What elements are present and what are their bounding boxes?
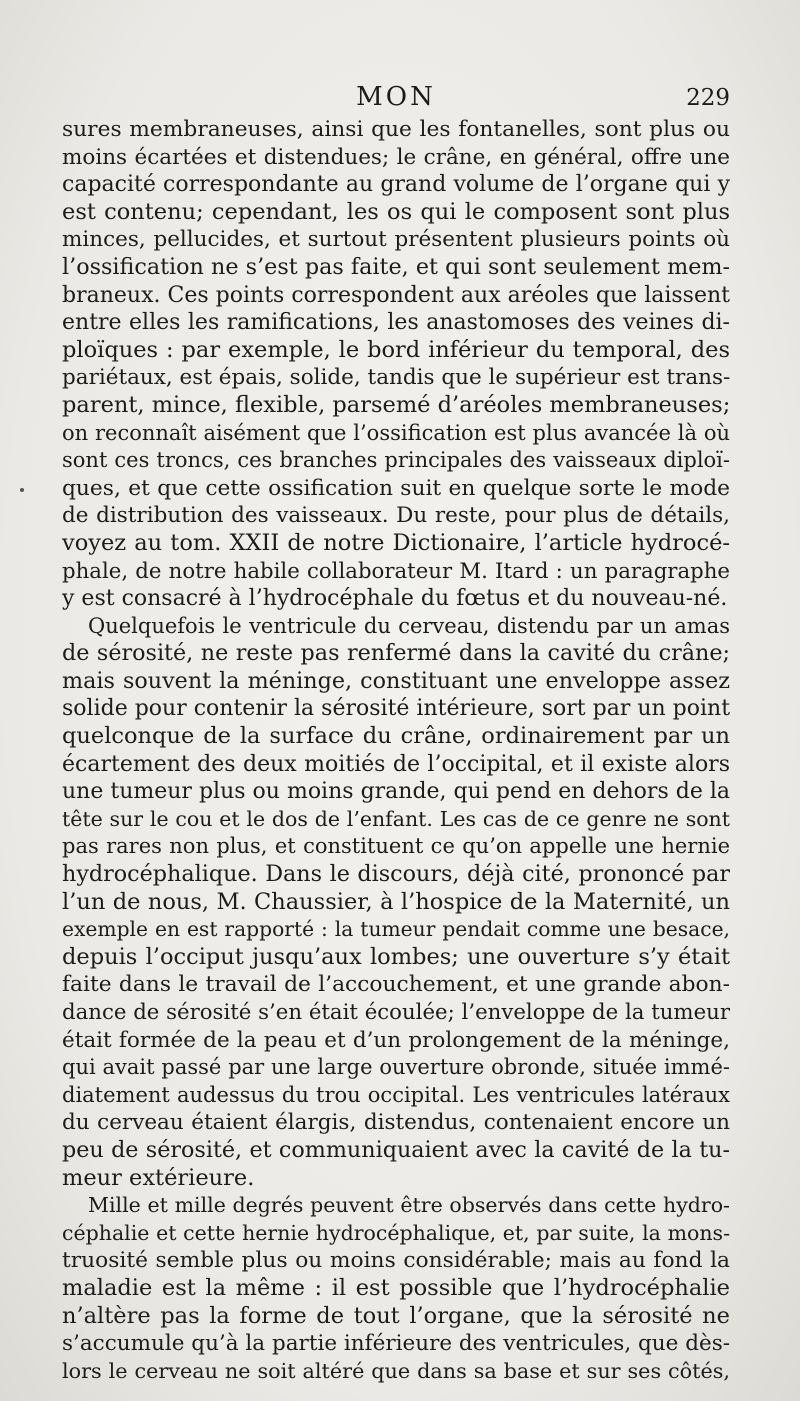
text-line: ploïques : par exemple, le bord inférieur du temporal, des	[62, 336, 730, 363]
paragraph-end-line: y est consacré à l’hydrocéphale du fœtus et du nouveau-né.	[62, 586, 728, 612]
text-line: moins écartées et distendues; le crâne, en général, offre une	[62, 144, 730, 170]
text-line: minces, pellucides, et surtout présentent plusieurs points où	[62, 227, 730, 253]
text-line: braneux. Ces points correspondent aux aréoles que laissent	[62, 282, 730, 308]
text-line: maladie est la même : il est possible que l’hydrocéphalie	[62, 1274, 730, 1301]
text-line: écartement des deux moitiés de l’occipital, et il existe alors	[62, 751, 730, 777]
paragraph-start-line: Quelquefois le ventricule du cerveau, distendu par un amas	[88, 613, 730, 638]
body-text	[62, 116, 730, 1385]
text-line: solide pour contenir la sérosité intérieure, sort par un point	[62, 696, 731, 722]
text-line: s’accumule qu’à la partie inférieure des ventricules, que dès-	[62, 1331, 730, 1357]
text-line: entre elles les ramifications, les anastomoses des veines di-	[62, 310, 730, 336]
margin-dot	[20, 488, 24, 492]
page-number: 229	[686, 85, 730, 111]
text-line: sures membraneuses, ainsi que les fontanelles, sont plus ou	[62, 117, 730, 142]
text-line: phale, de notre habile collaborateur M. Itard : un paragraphe	[62, 558, 730, 584]
text-line: de distribution des vaisseaux. Du reste, pour plus de détails,	[62, 503, 730, 529]
text-line: tête sur le cou et le dos de l’enfant. Les cas de ce genre ne sont	[62, 806, 730, 831]
text-line: de sérosité, ne reste pas renfermé dans la cavité du crâne;	[62, 640, 730, 667]
text-line: mais souvent la méninge, constituant une enveloppe assez	[62, 667, 730, 694]
text-line: hydrocéphalique. Dans le discours, déjà cité, prononcé par	[62, 861, 730, 888]
text-line: était formée de la peau et d’un prolongement de la méninge,	[62, 1027, 730, 1053]
text-line: capacité correspondante au grand volume de l’organe qui y	[62, 172, 730, 198]
text-line: dance de sérosité s’en était écoulée; l’enveloppe de la tumeur	[62, 1000, 730, 1025]
text-line: une tumeur plus ou moins grande, qui pend en dehors de la	[62, 779, 730, 805]
text-line: céphalie et cette hernie hydrocéphalique, et, par suite, la mons-	[62, 1220, 730, 1245]
text-line: on reconnaît aisément que l’ossification est plus avancée là où	[62, 420, 730, 445]
text-line: sont ces troncs, ces branches principales des vaisseaux diploï-	[62, 448, 730, 473]
text-line: l’ossification ne s’est pas faite, et qui sont seulement mem-	[62, 253, 730, 280]
text-line: exemple en est rapporté : la tumeur pendait comme une besace,	[62, 917, 730, 942]
text-line: quelconque de la surface du crâne, ordinairement par un	[62, 723, 730, 750]
running-title: MON	[356, 82, 436, 112]
text-line: voyez au tom. XXII de notre Dictionaire, l’article hydrocé-	[62, 529, 730, 556]
text-line: lors le cerveau ne soit altéré que dans sa base et sur ses côtés,	[62, 1358, 730, 1383]
text-line: pas rares non plus, et constituent ce qu’on appelle une hernie	[62, 834, 730, 859]
text-line: depuis l’occiput jusqu’aux lombes; une ouverture s’y était	[62, 943, 730, 970]
text-line: du cerveau étaient élargis, distendus, contenaient encore un	[62, 1110, 730, 1136]
text-line: est contenu; cependant, les os qui le composent sont plus	[62, 198, 730, 225]
text-line: peu de sérosité, et communiquaient avec la cavité de la tu-	[62, 1136, 730, 1163]
text-line: ques, et que cette ossification suit en quelque sorte le mode	[62, 475, 730, 501]
text-line: parent, mince, flexible, parsemé d’aréoles membraneuses;	[62, 391, 731, 418]
text-line: n’altère pas la forme de tout l’organe, que la sérosité ne	[62, 1302, 730, 1329]
paragraph-start-line: Mille et mille degrés peuvent être observés dans cette hydro-	[88, 1193, 730, 1218]
text-line: qui avait passé par une large ouverture obronde, située immé-	[62, 1055, 730, 1080]
paragraph-end-line: meur extérieure.	[62, 1164, 255, 1191]
text-line: truosité semble plus ou moins considérable; mais au fond la	[62, 1248, 730, 1274]
text-line: l’un de nous, M. Chaussier, à l’hospice de la Maternité, un	[62, 888, 730, 915]
text-line: faite dans le travail de l’accouchement, et une grande abon-	[62, 972, 730, 998]
text-line: diatement audessus du trou occipital. Les ventricules latéraux	[62, 1082, 730, 1107]
running-head	[62, 80, 730, 120]
text-line: pariétaux, est épais, solide, tandis que le supérieur est trans-	[62, 365, 731, 391]
